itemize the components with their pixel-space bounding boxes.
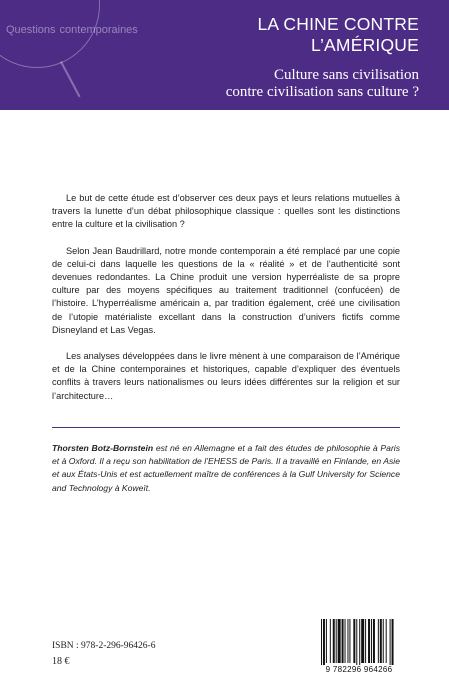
barcode-bar <box>333 619 335 663</box>
barcode-bar <box>347 619 348 663</box>
barcode-bar <box>371 619 372 663</box>
series-word-1: Questions <box>6 24 56 36</box>
barcode-bar <box>349 619 350 663</box>
barcode-bar <box>365 619 366 663</box>
title-line-2: L’AMÉRIQUE <box>311 35 419 55</box>
barcode-bar <box>353 619 355 663</box>
barcode-bar <box>345 619 346 663</box>
title-line-1: LA CHINE CONTRE <box>257 14 419 34</box>
barcode-bar <box>359 619 360 667</box>
author-bio <box>52 442 400 495</box>
barcode-bar <box>380 619 382 663</box>
section-divider <box>52 427 400 428</box>
barcode-bar <box>356 619 357 667</box>
subtitle-line-2: contre civilisation sans culture ? <box>225 84 419 100</box>
header-band <box>0 0 449 110</box>
author-bio-text: est né en Allemagne et a fait des études de philosophie à Paris et à Oxford. Il a reçu son habilitation de l’EHESS de Paris. Il a travaillé en Finlande, en Asie et aux États-Unis et est actuellement maître de conférences à la Gulf University for Science and Technology à Koweït. <box>52 443 401 493</box>
barcode-bar <box>383 619 384 663</box>
barcode-bar <box>368 619 370 663</box>
series-name <box>6 24 138 36</box>
barcode-number: 9 782296 964266 <box>318 665 400 674</box>
barcode-bar <box>336 619 337 663</box>
blurb <box>52 192 400 416</box>
barcode-bar <box>342 619 344 663</box>
series-word-2: contemporaines <box>59 24 138 36</box>
blurb-paragraph-1: Le but de cette étude est d’observer ces deux pays et leurs relations mutuelles à travers la lunette d’un débat philosophique classique : quelles sont les distinctions entre la culture et la civilisation ? <box>52 193 400 230</box>
author-name: Thorsten Botz-Bornstein <box>52 443 154 453</box>
barcode-bar <box>390 619 391 667</box>
barcode-bar <box>386 619 387 663</box>
price: 18 € <box>52 656 70 667</box>
barcode-bars <box>318 618 400 668</box>
barcode-bar <box>323 619 325 667</box>
barcode-bar <box>338 619 341 663</box>
barcode-bar <box>392 619 394 667</box>
q-logo-tail <box>60 61 80 97</box>
barcode-bar <box>330 619 331 663</box>
subtitle-line-1: Culture sans civilisation <box>274 67 419 83</box>
barcode-bar <box>321 619 322 667</box>
barcode-bar <box>373 619 375 663</box>
barcode <box>318 618 400 676</box>
isbn: ISBN : 978-2-296-96426-6 <box>52 641 156 651</box>
blurb-paragraph-2: Selon Jean Baudrillard, notre monde contemporain a été remplacé par une copie de celui-ci dans laquelle les questions de la « réalité » et de l’authenticité sont devenues redondantes. La Chine produit une version hyperréaliste de sa propre culture par des moyens spécifiques au traitement traditionnel (confucéen) de l’histoire. L’hyperréalisme américain a, par tradition également, créé une civilisation de l’utopie matérialiste excellant dans la construction d’univers fictifs comme Disneyland et Las Vegas. <box>52 245 400 335</box>
blurb-paragraph-3: Les analyses développées dans le livre mènent à une comparaison de l’Amérique et de la Chine contemporaines et historiques, capable d’expliquer des éventuels conflits à travers leurs nationalismes ou leurs idées différentes sur la religion et sur l’architecture… <box>52 351 400 401</box>
barcode-bar <box>378 619 379 663</box>
barcode-bar <box>361 619 364 663</box>
barcode-bar <box>326 619 327 663</box>
book-title <box>258 14 420 56</box>
book-subtitle <box>226 67 419 101</box>
